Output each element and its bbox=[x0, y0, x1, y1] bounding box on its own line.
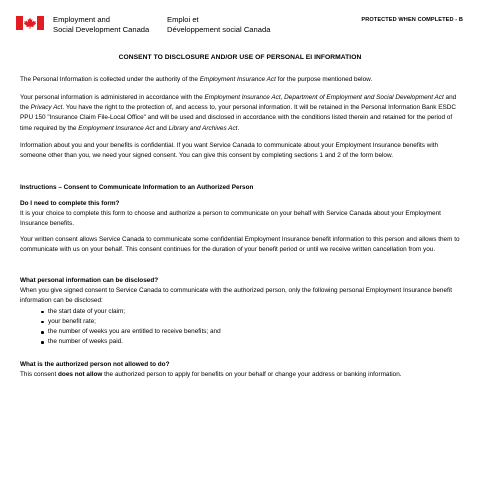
dept-fr-line1: Emploi et bbox=[167, 15, 199, 24]
intro-p2-text-d: and bbox=[154, 124, 169, 132]
intro-p2-text-e: . bbox=[237, 124, 240, 132]
intro-p2-text-a: Your personal information is administered in accordance with the bbox=[20, 94, 205, 101]
dept-fr-line2: Développement social Canada bbox=[167, 25, 271, 34]
intro-p2-acts: Employment Insurance Act, Department of Employment and Social Development Act bbox=[204, 94, 444, 101]
list-item: the number of weeks paid. bbox=[20, 337, 462, 347]
intro-p2-archives-act: Library and Archives Act bbox=[168, 124, 238, 132]
written-consent-paragraph: Your written consent allows Service Canada to communicate some confidential Employment Insurance benefit information to this person and allows them to communicate with us on your behalf. This consent continues for the duration of your benefit period or until we receive written cancellation from you. bbox=[20, 236, 460, 254]
dept-en-line2: Social Development Canada bbox=[53, 25, 150, 34]
intro-paragraph-2 bbox=[20, 93, 462, 134]
intro-p1-text-b: for the purpose mentioned below. bbox=[275, 76, 373, 83]
intro-p2-privacy-act: Privacy Act bbox=[30, 104, 63, 112]
instructions-heading: Instructions – Consent to Communicate Information to an Authorized Person bbox=[20, 184, 254, 191]
intro-p1-act: Employment Insurance Act bbox=[199, 76, 276, 83]
intro-p2-text-b: and the bbox=[20, 94, 457, 112]
instructions-section-1 bbox=[20, 199, 462, 230]
question-need-complete: Do I need to complete this form? bbox=[20, 200, 120, 207]
department-name-french bbox=[167, 15, 270, 35]
answer-not-allowed-a: This consent bbox=[20, 371, 59, 379]
department-name-english bbox=[53, 15, 149, 35]
form-title: CONSENT TO DISCLOSURE AND/OR USE OF PERSONAL EI INFORMATION bbox=[118, 54, 362, 61]
protected-label: PROTECTED WHEN COMPLETED - B bbox=[361, 17, 463, 23]
answer-need-complete: It is your choice to complete this form to choose and authorize a person to communicate on your behalf with Service Canada about your Employment Insurance benefits. bbox=[20, 210, 441, 228]
maple-leaf-icon bbox=[24, 18, 36, 29]
intro-paragraph-3: Information about you and your benefits is confidential. If you want Service Canada to communicate about your Employment Insurance benefits with someone other than you, we need your signed consent. You can give this consent by completing sections 1 and 2 of the form below. bbox=[20, 142, 439, 160]
intro-paragraph-1 bbox=[20, 75, 462, 85]
instructions-section-2 bbox=[20, 276, 462, 347]
list-item: your benefit rate; bbox=[20, 317, 462, 327]
answer-not-allowed-c: the authorized person to apply for benefits on your behalf or change your address or banking information. bbox=[102, 371, 402, 379]
intro-p1-text-a: The Personal Information is collected under the authority of the bbox=[20, 76, 200, 83]
list-item: the number of weeks you are entitled to receive benefits; and bbox=[20, 327, 462, 337]
answer-disclosed: When you give signed consent to Service Canada to communicate with the authorized person, only the following personal Employment Insurance benefit information can be disclosed: bbox=[20, 287, 452, 305]
instructions-section-3 bbox=[20, 360, 462, 380]
intro-p2-ei-act: Employment Insurance Act bbox=[78, 124, 155, 132]
dept-en-line1: Employment and bbox=[53, 15, 110, 24]
answer-not-allowed bbox=[20, 370, 462, 380]
canada-flag-icon bbox=[16, 16, 44, 30]
disclosed-info-list bbox=[20, 307, 462, 348]
flag-left-band bbox=[16, 16, 23, 30]
question-not-allowed: What is the authorized person not allowed to do? bbox=[20, 361, 170, 368]
intro-p2-text-c: . You have the right to the protection of, and access to, your personal information. It will be retained in the Personal Information Bank ESDC PPU 150 "Insurance Claim File-Local Office" and will be used and disclosed in accordance with the conditions listed therein and retained for the period of time required by the bbox=[20, 104, 457, 132]
answer-not-allowed-emphasis: does not allow bbox=[58, 371, 103, 379]
flag-right-band bbox=[37, 16, 44, 30]
question-disclosed: What personal information can be disclosed? bbox=[20, 277, 159, 284]
list-item: the start date of your claim; bbox=[20, 307, 462, 317]
